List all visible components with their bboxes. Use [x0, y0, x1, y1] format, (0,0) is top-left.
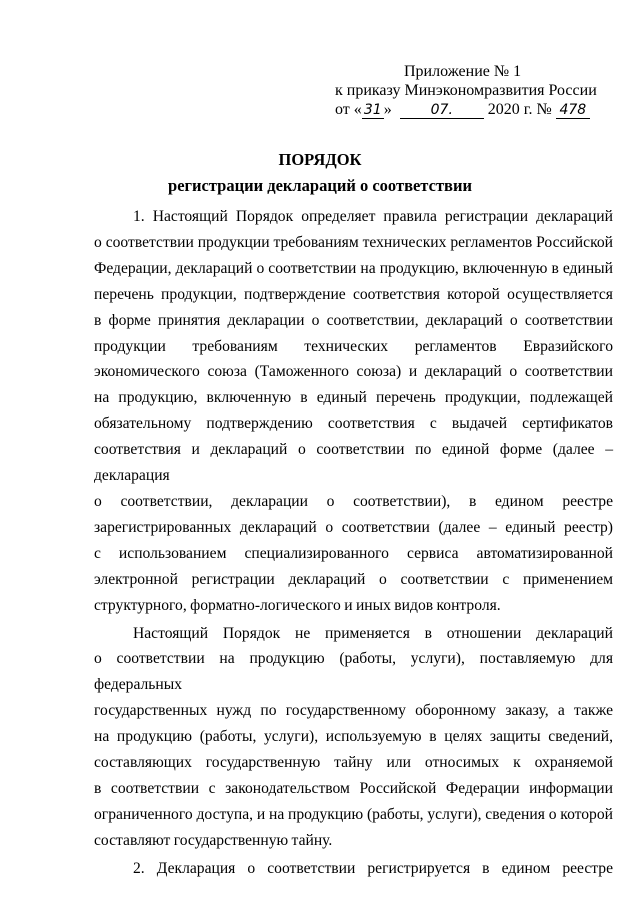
text-line: с использованием специализированного сервиса автоматизированной	[94, 544, 613, 562]
text-line: структурного, форматно-логического и иных видов контроля.	[94, 596, 501, 614]
document-body	[94, 204, 613, 882]
text-line: экономического союза (Таможенного союза) и деклараций о соответствии	[94, 363, 613, 381]
text-line: Настоящий Порядок не применяется в отношении деклараций	[133, 624, 613, 642]
order-date-number	[335, 100, 590, 119]
from-label: от «	[335, 101, 362, 118]
document-subtitle: регистрации деклараций о соответствии	[168, 176, 472, 195]
text-line: ограниченного доступа, и на продукцию (работы, услуги), сведения о которой	[94, 805, 613, 823]
order-reference: к приказу Минэкономразвития России	[335, 82, 597, 99]
text-line: обязательному подтверждению соответствия с выдачей сертификатов	[94, 415, 613, 433]
text-line: на продукцию (работы, услуги), используемую в целях защиты сведений,	[94, 728, 613, 746]
paragraph	[94, 856, 613, 882]
text-line: в соответствии с законодательством Российской Федерации информации	[94, 779, 613, 797]
close-quote: »	[383, 101, 392, 118]
document-title: ПОРЯДОК	[278, 150, 362, 169]
text-line: о соответствии, декларации о соответствии), в едином реестре	[94, 492, 613, 510]
text-line: электронной регистрации деклараций о соответствии с применением	[94, 570, 613, 588]
handwritten-month: 07.	[400, 103, 484, 119]
text-line: о соответствии продукции требованиям технических регламентов Российской	[94, 233, 613, 251]
year-label: 2020 г. №	[487, 101, 552, 118]
paragraph	[94, 621, 613, 854]
text-line: составляющих государственную тайну или относимых к охраняемой	[94, 754, 613, 772]
text-line: 2. Декларация о соответствии регистрируется в едином реестре	[133, 859, 613, 877]
text-line: в форме принятия декларации о соответствии, деклараций о соответствии	[94, 311, 613, 329]
text-line: составляют государственную тайну.	[94, 831, 333, 849]
text-line: государственных нужд по государственному оборонному заказу, а также	[94, 702, 613, 720]
text-line: 1. Настоящий Порядок определяет правила регистрации деклараций	[133, 208, 613, 225]
text-line: соответствия и деклараций о соответствии по единой форме (далее – декларация	[94, 441, 613, 485]
text-line: продукции требованиям технических регламентов Евразийского	[94, 337, 613, 355]
paragraph	[94, 204, 613, 619]
appendix-label: Приложение № 1	[404, 63, 522, 80]
text-line: перечень продукции, подтверждение соответствия которой осуществляется	[94, 285, 613, 303]
text-line: о соответствии на продукцию (работы, услуги), поставляемую для федеральных	[94, 650, 613, 694]
text-line: Федерации, деклараций о соответствии на продукцию, включенную в единый	[94, 259, 613, 277]
handwritten-number: 478	[556, 103, 590, 119]
text-line: зарегистрированных деклараций о соответствии (далее – единый реестр)	[94, 518, 613, 536]
text-line: на продукцию, включенную в единый перечень продукции, подлежащей	[94, 389, 613, 407]
handwritten-day: 31	[362, 103, 384, 119]
